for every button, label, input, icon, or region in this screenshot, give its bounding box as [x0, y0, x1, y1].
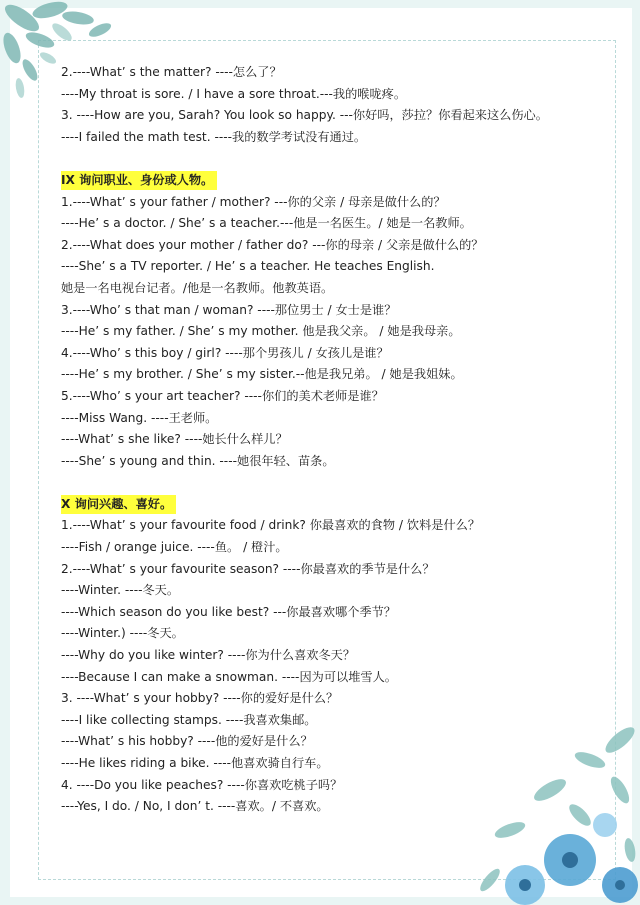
dialogue-line: 她是一名电视台记者。/他是一名教师。他教英语。: [61, 280, 334, 295]
dialogue-line: ----He’ s my father. / She’ s my mother. 他是我父亲。 / 她是我母亲。: [61, 324, 461, 339]
dialogue-line: ----Which season do you like best? ---你最喜欢哪个季节？: [61, 604, 396, 619]
dialogue-line: ----I like collecting stamps. ----我喜欢集邮。: [61, 712, 317, 727]
dialogue-line: ----He’ s my brother. / She’ s my sister.--他是我兄弟。 / 她是我姐妹。: [61, 367, 463, 382]
dialogue-line: 1.----What’ s your father / mother? ---你的父亲 / 母亲是做什么的？: [61, 194, 446, 209]
dialogue-line: ----What’ s his hobby? ----他的爱好是什么？: [61, 734, 313, 749]
dialogue-line: ----She’ s young and thin. ----她很年轻、苗条。: [61, 453, 335, 468]
dialogue-line: ----Why do you like winter? ----你为什么喜欢冬天？: [61, 648, 356, 663]
document-body: [61, 62, 621, 818]
section-gap: [61, 472, 621, 494]
dialogue-line: ----What’ s she like? ----她长什么样儿？: [61, 432, 288, 447]
dialogue-line: ----He likes riding a bike. ----他喜欢骑自行车。: [61, 756, 329, 770]
section-gap: [61, 148, 621, 170]
dialogue-line: 3. ----How are you, Sarah? You look so happy. ---你好吗，莎拉？你看起来这么伤心。: [61, 108, 548, 123]
dialogue-line: ----Fish / orange juice. ----鱼。 / 橙汁。: [61, 540, 288, 555]
dialogue-line: 2.----What’ s your favourite season? ----你最喜欢的季节是什么？: [61, 561, 435, 576]
dialogue-line: ----Yes, I do. / No, I don’ t. ----喜欢。/ 不喜欢。: [61, 799, 329, 814]
dialogue-line: 3.----Who’ s that man / woman? ----那位男士 / 女士是谁？: [61, 302, 397, 317]
dialogue-line: ----I failed the math test. ----我的数学考试没有通过。: [61, 129, 367, 144]
dialogue-line: 2.----What does your mother / father do? ---你的母亲 / 父亲是做什么的？: [61, 237, 484, 252]
section-heading-row: [61, 170, 621, 192]
section-heading: IX 询问职业、身份或人物。: [61, 171, 217, 190]
dialogue-line: 3. ----What’ s your hobby? ----你的爱好是什么？: [61, 691, 339, 706]
dialogue-line: 2.----What’ s the matter? ----怎么了？: [61, 65, 282, 79]
section-heading-row: [61, 494, 621, 516]
dialogue-line: 1.----What’ s your favourite food / drink? 你最喜欢的食物 / 饮料是什么？: [61, 518, 481, 533]
dialogue-line: ----My throat is sore. / I have a sore throat.---我的喉咙疼。: [61, 86, 407, 101]
dialogue-line: 4.----Who’ s this boy / girl? ----那个男孩儿 / 女孩儿是谁？: [61, 345, 389, 360]
dialogue-line: ----Miss Wang. ----王老师。: [61, 410, 218, 425]
dialogue-line: ----Winter.) ----冬天。: [61, 626, 184, 641]
dialogue-line: ----He’ s a doctor. / She’ s a teacher.---他是一名医生。/ 她是一名教师。: [61, 216, 472, 231]
dialogue-line: ----She’ s a TV reporter. / He’ s a teacher. He teaches English.: [61, 259, 435, 274]
dialogue-line: ----Winter. ----冬天。: [61, 583, 180, 598]
dialogue-line: 5.----Who’ s your art teacher? ----你们的美术老师是谁？: [61, 388, 384, 403]
dialogue-line: 4. ----Do you like peaches? ----你喜欢吃桃子吗？: [61, 777, 343, 792]
section-heading: X 询问兴趣、喜好。: [61, 495, 176, 514]
dialogue-line: ----Because I can make a snowman. ----因为可以堆雪人。: [61, 669, 397, 684]
